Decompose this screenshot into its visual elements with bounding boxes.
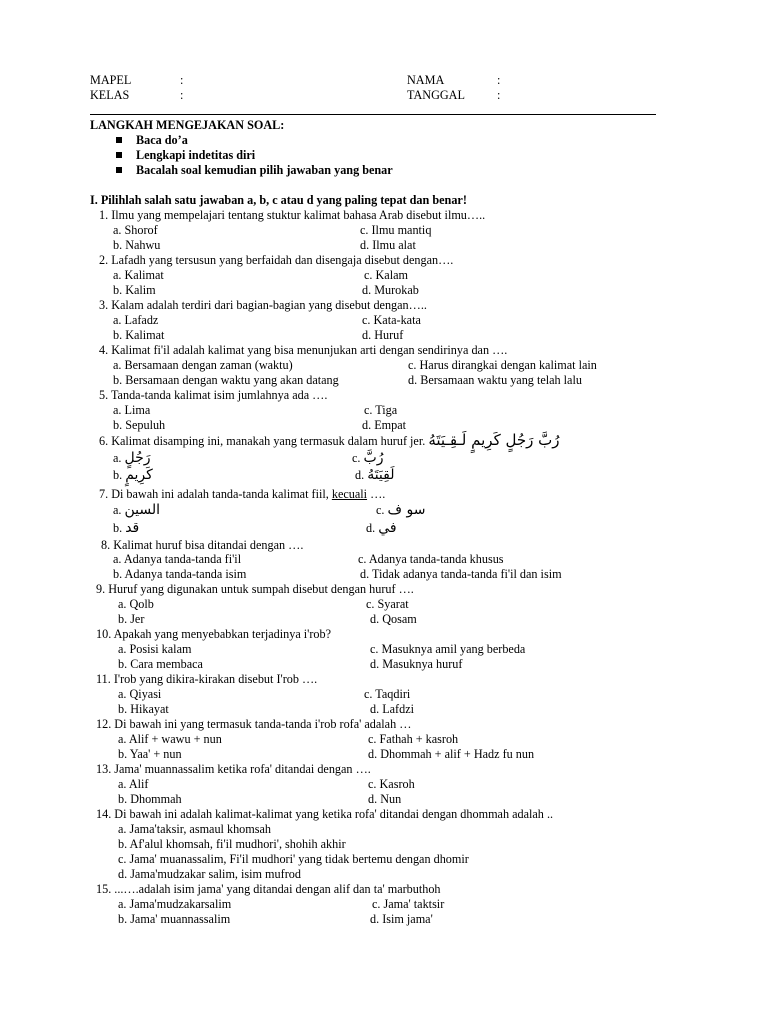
option-8c: c. Adanya tanda-tanda khusus: [358, 552, 504, 566]
option-5a: a. Lima: [113, 403, 151, 417]
question-5: 5. Tanda-tanda kalimat isim jumlahnya ada ….: [99, 388, 328, 402]
question-6-text: 6. Kalimat disamping ini, manakah yang termasuk dalam huruf jer.: [99, 434, 426, 448]
option-5d: d. Empat: [362, 418, 407, 432]
option-6b: b. كَرِيمٍ: [113, 467, 153, 483]
option-7b-arabic: قد: [125, 520, 140, 536]
option-2d: d. Murokab: [362, 283, 419, 297]
section-title: I. Pilihlah salah satu jawaban a, b, c atau d yang paling tepat dan benar!: [90, 193, 467, 207]
option-1c: c. Ilmu mantiq: [360, 223, 432, 237]
option-7d-arabic: في: [378, 520, 397, 536]
tanggal-label: TANGGAL: [407, 88, 465, 102]
option-13d: d. Nun: [368, 792, 402, 806]
header-divider: [90, 114, 656, 115]
option-12d: d. Dhommah + alif + Hadz fu nun: [368, 747, 535, 761]
option-13c: c. Kasroh: [368, 777, 415, 791]
option-8a: a. Adanya tanda-tanda fi'il: [113, 552, 242, 566]
option-6a-arabic: رَجُلٍ: [124, 450, 151, 466]
question-13: 13. Jama' muannassalim ketika rofa' ditandai dengan ….: [96, 762, 371, 776]
option-3b: b. Kalimat: [113, 328, 165, 342]
option-10c: c. Masuknya amil yang berbeda: [370, 642, 526, 656]
nama-label: NAMA: [407, 73, 445, 87]
mapel-label: MAPEL: [90, 73, 132, 87]
question-11: 11. I'rob yang dikira-kirakan disebut I'rob ….: [96, 672, 318, 686]
option-2b: b. Kalim: [113, 283, 156, 297]
question-1: 1. Ilmu yang mempelajari tentang stuktur kalimat bahasa Arab disebut ilmu…..: [99, 208, 486, 222]
option-7c-arabic: سو ف: [387, 502, 426, 518]
option-14b: b. Af'alul khomsah, fi'il mudhori', shohih akhir: [118, 837, 346, 851]
question-3: 3. Kalam adalah terdiri dari bagian-bagian yang disebut dengan…..: [99, 298, 427, 312]
option-15a: a. Jama'mudzakarsalim: [118, 897, 232, 911]
option-9c: c. Syarat: [366, 597, 409, 611]
question-7: 7. Di bawah ini adalah tanda-tanda kalimat fiil, kecuali ….: [99, 487, 386, 501]
question-12: 12. Di bawah ini yang termasuk tanda-tanda i'rob rofa' adalah …: [96, 717, 412, 731]
option-7a-arabic: السين: [124, 502, 161, 518]
option-2c: c. Kalam: [364, 268, 408, 282]
option-9b: b. Jer: [118, 612, 145, 626]
option-3a: a. Lafadz: [113, 313, 159, 327]
option-9d: d. Qosam: [370, 612, 417, 626]
option-6a: a. رَجُلٍ: [113, 450, 151, 466]
option-7d: d. في: [366, 520, 397, 536]
option-13b: b. Dhommah: [118, 792, 182, 806]
option-4a: a. Bersamaan dengan zaman (waktu): [113, 358, 293, 372]
option-4d: d. Bersamaan waktu yang telah lalu: [408, 373, 582, 387]
mapel-colon: :: [180, 73, 184, 87]
option-3c: c. Kata-kata: [362, 313, 421, 327]
option-10b: b. Cara membaca: [118, 657, 203, 671]
kelas-label: KELAS: [90, 88, 130, 102]
question-4: 4. Kalimat fi'il adalah kalimat yang bisa menunjukan arti dengan sendirinya dan ….: [99, 343, 508, 357]
kelas-colon: :: [180, 88, 184, 102]
option-14a: a. Jama'taksir, asmaul khomsah: [118, 822, 271, 836]
option-6d-arabic: لَقِيَتَهُ: [367, 467, 395, 483]
option-10d: d. Masuknya huruf: [370, 657, 463, 671]
option-11d: d. Lafdzi: [370, 702, 414, 716]
option-2a: a. Kalimat: [113, 268, 164, 282]
option-6c-arabic: رُبَّ: [363, 450, 384, 466]
option-7a: a. السين: [113, 502, 161, 518]
option-12b: b. Yaa' + nun: [118, 747, 182, 761]
option-1d: d. Ilmu alat: [360, 238, 416, 252]
option-11c: c. Taqdiri: [364, 687, 411, 701]
option-4c: c. Harus dirangkai dengan kalimat lain: [408, 358, 597, 372]
option-11a: a. Qiyasi: [118, 687, 162, 701]
option-12c: c. Fathah + kasroh: [368, 732, 459, 746]
instruction-item: Lengkapi indetitas diri: [116, 148, 255, 163]
option-4b: b. Bersamaan dengan waktu yang akan datang: [113, 373, 339, 387]
option-7b: b. قد: [113, 520, 140, 536]
option-9a: a. Qolb: [118, 597, 154, 611]
option-10a: a. Posisi kalam: [118, 642, 192, 656]
question-6-arabic: رُبَّ رَجُلٍ كَرِيمٍ لَـقِـيَتَهُ: [428, 431, 560, 449]
question-2: 2. Lafadh yang tersusun yang berfaidah dan disengaja disebut dengan….: [99, 253, 454, 267]
option-15d: d. Isim jama': [370, 912, 433, 926]
option-12a: a. Alif + wawu + nun: [118, 732, 222, 746]
option-6b-arabic: كَرِيمٍ: [125, 467, 153, 483]
option-3d: d. Huruf: [362, 328, 404, 342]
question-8: 8. Kalimat huruf bisa ditandai dengan ….: [101, 538, 304, 552]
question-14: 14. Di bawah ini adalah kalimat-kalimat yang ketika rofa' ditandai dengan dhommah adalah ..: [96, 807, 554, 821]
square-bullet-icon: [116, 167, 122, 173]
option-8d: d. Tidak adanya tanda-tanda fi'il dan isim: [360, 567, 562, 581]
option-13a: a. Alif: [118, 777, 149, 791]
option-6d: d. لَقِيَتَهُ: [355, 467, 395, 483]
square-bullet-icon: [116, 152, 122, 158]
option-7c: c. سو ف: [376, 502, 426, 518]
option-6c: c. رُبَّ: [352, 450, 384, 466]
question-15: 15. ...….adalah isim jama' yang ditandai dengan alif dan ta' marbuthoh: [96, 882, 441, 896]
question-10: 10. Apakah yang menyebabkan terjadinya i'rob?: [96, 627, 332, 641]
option-14d: d. Jama'mudzakar salim, isim mufrod: [118, 867, 301, 881]
question-9: 9. Huruf yang digunakan untuk sumpah disebut dengan huruf ….: [96, 582, 414, 596]
option-11b: b. Hikayat: [118, 702, 169, 716]
option-15c: c. Jama' taktsir: [372, 897, 445, 911]
nama-colon: :: [497, 73, 501, 87]
option-5c: c. Tiga: [364, 403, 398, 417]
tanggal-colon: :: [497, 88, 501, 102]
option-1b: b. Nahwu: [113, 238, 161, 252]
instructions-title: LANGKAH MENGEJAKAN SOAL:: [90, 118, 285, 132]
option-15b: b. Jama' muannassalim: [118, 912, 231, 926]
kecuali-underlined: kecuali: [331, 487, 368, 501]
instruction-item: Bacalah soal kemudian pilih jawaban yang benar: [116, 163, 393, 178]
instruction-item: Baca do’a: [116, 133, 188, 148]
option-8b: b. Adanya tanda-tanda isim: [113, 567, 247, 581]
option-5b: b. Sepuluh: [113, 418, 166, 432]
question-6: [99, 433, 560, 449]
option-1a: a. Shorof: [113, 223, 158, 237]
square-bullet-icon: [116, 137, 122, 143]
option-14c: c. Jama' muanassalim, Fi'il mudhori' yang tidak bertemu dengan dhomir: [118, 852, 469, 866]
